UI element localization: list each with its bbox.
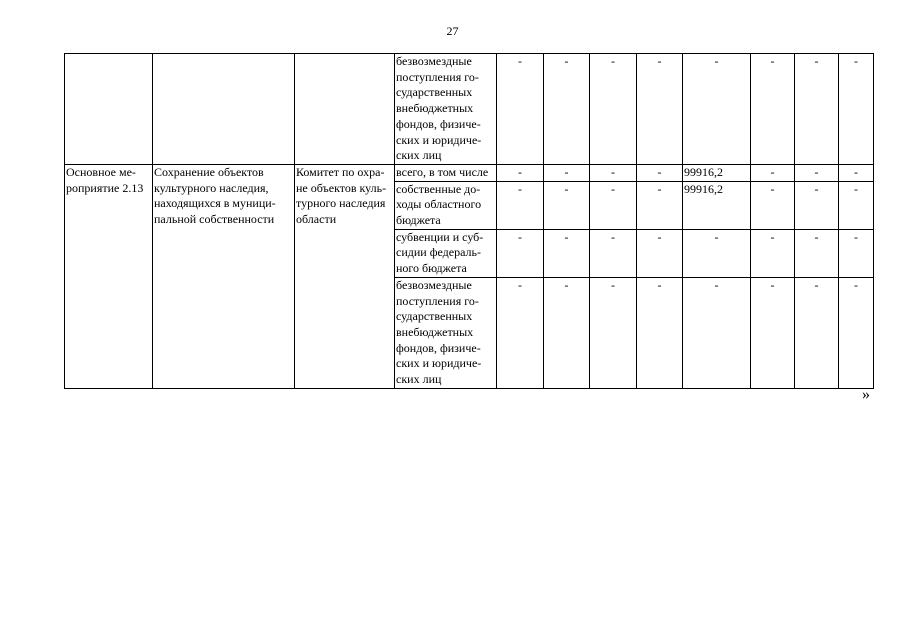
value-cell: - [839, 277, 874, 388]
value-cell: - [497, 164, 544, 181]
value-cell: - [637, 164, 683, 181]
budget-table [64, 53, 874, 389]
value-cell: - [683, 54, 751, 165]
value-cell: - [544, 229, 590, 277]
value-cell: - [795, 54, 839, 165]
value-cell: - [839, 54, 874, 165]
measure-code-cell: Основное ме-роприятие 2.13 [65, 164, 153, 388]
value-cell: - [590, 229, 637, 277]
funding-source-cell: безвозмездные поступления го-сударственных внебюджетных фондов, физиче-ских и юридиче-ских лиц [395, 277, 497, 388]
table-row [65, 54, 874, 165]
value-cell: - [795, 181, 839, 229]
value-cell: 99916,2 [683, 164, 751, 181]
value-cell: - [544, 164, 590, 181]
value-cell: - [683, 229, 751, 277]
funding-source-cell: собственные до-ходы областного бюджета [395, 181, 497, 229]
value-cell: - [795, 229, 839, 277]
funding-source-cell: безвозмездные поступления го-сударственных внебюджетных фондов, физиче-ских и юридиче-ских лиц [395, 54, 497, 165]
value-cell: - [751, 54, 795, 165]
value-cell: - [637, 181, 683, 229]
value-cell: - [497, 54, 544, 165]
page-number: 27 [446, 24, 459, 38]
value-cell: - [751, 229, 795, 277]
closing-quote-mark: » [862, 386, 870, 403]
value-cell: - [839, 229, 874, 277]
value-cell: - [637, 229, 683, 277]
value-cell: - [544, 277, 590, 388]
value-cell: 99916,2 [683, 181, 751, 229]
value-cell: - [590, 164, 637, 181]
value-cell: - [590, 181, 637, 229]
funding-source-cell: субвенции и суб-сидии федераль-ного бюджета [395, 229, 497, 277]
empty-cell [295, 54, 395, 165]
empty-cell [65, 54, 153, 165]
empty-cell [153, 54, 295, 165]
value-cell: - [795, 277, 839, 388]
funding-source-cell: всего, в том числе [395, 164, 497, 181]
value-cell: - [795, 164, 839, 181]
value-cell: - [637, 54, 683, 165]
value-cell: - [590, 54, 637, 165]
value-cell: - [497, 181, 544, 229]
value-cell: - [839, 181, 874, 229]
table-row [65, 164, 874, 181]
value-cell: - [751, 181, 795, 229]
value-cell: - [497, 229, 544, 277]
value-cell: - [751, 164, 795, 181]
value-cell: - [590, 277, 637, 388]
measure-name-cell: Сохранение объектов культурного наследия, находящихся в муници-пальной собственности [153, 164, 295, 388]
executor-cell: Комитет по охра-не объектов куль-турного наследия области [295, 164, 395, 388]
value-cell: - [637, 277, 683, 388]
value-cell: - [751, 277, 795, 388]
value-cell: - [683, 277, 751, 388]
value-cell: - [839, 164, 874, 181]
value-cell: - [544, 54, 590, 165]
value-cell: - [497, 277, 544, 388]
value-cell: - [544, 181, 590, 229]
